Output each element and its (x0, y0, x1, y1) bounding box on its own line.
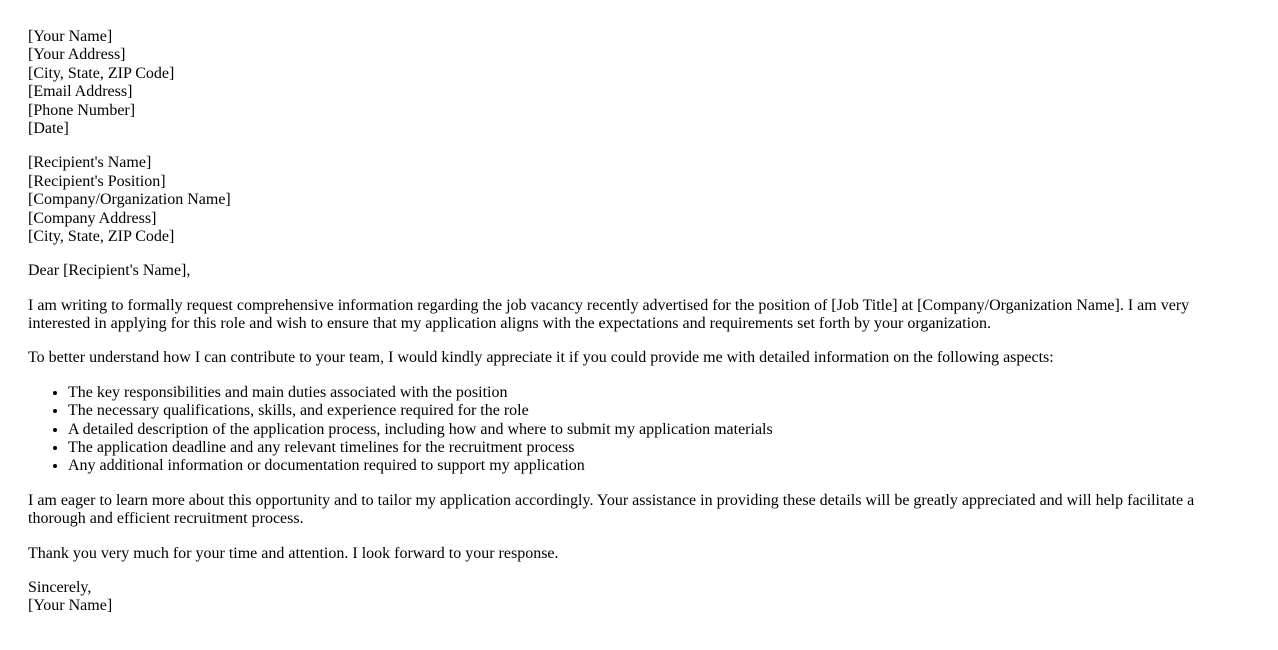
signature-block (28, 579, 1218, 616)
signoff-closing: Sincerely, (28, 578, 92, 596)
sender-email: [Email Address] (28, 83, 133, 101)
list-item-deadline: • The application deadline and any relevant timelines for the recruitment process (68, 439, 1218, 457)
requested-info-list (28, 384, 1218, 476)
letter-document (28, 28, 1218, 616)
sender-address: [Your Address] (28, 46, 126, 64)
list-item-responsibilities: • The key responsibilities and main duties associated with the position (68, 384, 1218, 402)
recipient-company: [Company/Organization Name] (28, 191, 231, 209)
recipient-city-state-zip: [City, State, ZIP Code] (28, 227, 175, 245)
recipient-company-address: [Company Address] (28, 209, 157, 227)
paragraph-request: To better understand how I can contribute to your team, I would kindly appreciate it if you could provide me with detailed information on the following aspects: (28, 349, 1054, 367)
letter-date: [Date] (28, 119, 69, 137)
sender-city-state-zip: [City, State, ZIP Code] (28, 64, 175, 82)
signoff-name: [Your Name] (28, 597, 113, 615)
list-item-application-process: • A detailed description of the application process, including how and where to submit my application materials (68, 421, 1218, 439)
recipient-block (28, 154, 1218, 246)
list-item-additional-info: • Any additional information or documentation required to support my application (68, 457, 1218, 475)
salutation: Dear [Recipient's Name], (28, 262, 191, 280)
sender-phone: [Phone Number] (28, 101, 136, 119)
recipient-name: [Recipient's Name] (28, 154, 152, 172)
sender-block (28, 28, 1218, 138)
paragraph-thanks: Thank you very much for your time and attention. I look forward to your response. (28, 544, 559, 562)
list-item-qualifications: • The necessary qualifications, skills, and experience required for the role (68, 402, 1218, 420)
sender-name: [Your Name] (28, 28, 113, 45)
recipient-position: [Recipient's Position] (28, 172, 166, 190)
paragraph-intro: I am writing to formally request comprehensive information regarding the job vacancy recently advertised for the position of [Job Title] at [Company/Organization Name]. I am very interested in applying for this role and wish to ensure that my application aligns with the expectations and requirements set forth by your organization. (28, 296, 1190, 333)
paragraph-closing: I am eager to learn more about this opportunity and to tailor my application accordingly. Your assistance in providing these details will be greatly appreciated and will help facilitate a thorough and efficient recruitment process. (28, 491, 1195, 528)
